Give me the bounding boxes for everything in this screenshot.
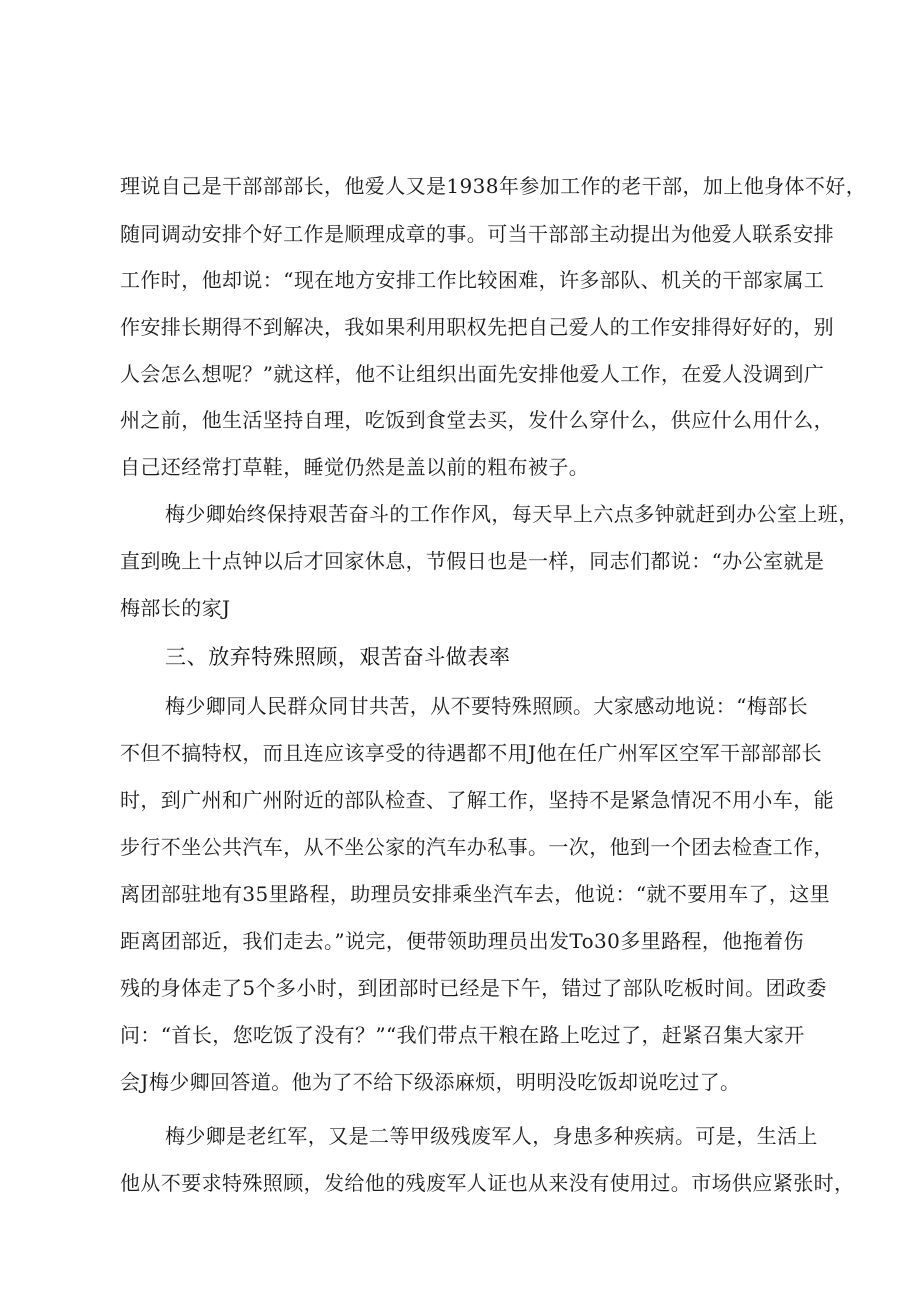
paragraph-2-line-2: 直到晚上十点钟以后才回家休息，节假日也是一样，同志们都说：“办公室就是	[120, 549, 825, 573]
paragraph-1-line-2: 随同调动安排个好工作是顺理成章的事。可当干部部主动提出为他爱人联系安排	[120, 222, 834, 246]
paragraph-2-line-1: 梅少卿始终保持艰苦奋斗的工作作风，每天早上六点多钟就赶到办公室上班，	[165, 502, 859, 526]
paragraph-2-line-3: 梅部长的家J	[120, 596, 231, 620]
paragraph-3-line-3: 时，到广州和广州附近的部队检查、了解工作，坚持不是紧急情况不用小车，能	[120, 788, 834, 812]
paragraph-3-line-6: 距离团部近，我们走去。”说完，便带领助理员出发To30多里路程，他拖着伤	[120, 929, 804, 953]
paragraph-1-line-5: 人会怎么想呢？”就这样，他不让组织出面先安排他爱人工作，在爱人没调到广	[120, 362, 825, 386]
paragraph-3-line-7: 残的身体走了5个多小时，到团部时已经是下午，错过了部队吃板时间。团政委	[120, 976, 827, 1000]
section-heading: 三、放弃特殊照顾，艰苦奋斗做表率	[165, 645, 511, 669]
paragraph-4-line-1: 梅少卿是老红军，又是二等甲级残废军人，身患多种疾病。可是，生活上	[165, 1124, 818, 1148]
paragraph-4-line-2: 他从不要求特殊照顾，发给他的残废军人证也从来没有使用过。市场供应紧张时，	[120, 1171, 855, 1195]
paragraph-3-line-5: 离团部驻地有35里路程，助理员安排乘坐汽车去，他说：“就不要用车了，这里	[120, 882, 831, 906]
paragraph-1-line-4: 作安排长期得不到解决，我如果利用职权先把自己爱人的工作安排得好好的，别	[120, 315, 834, 339]
paragraph-3-line-9: 会J梅少卿回答道。他为了不给下级添麻烦，明明没吃饭却说吃过了。	[120, 1070, 741, 1094]
paragraph-1-line-6: 州之前，他生活坚持自理，吃饭到食堂去买，发什么穿什么，供应什么用什么，	[120, 408, 834, 432]
paragraph-3-line-2: 不但不搞特权，而且连应该享受的待遇都不用J他在任广州军区空军干部部部长	[120, 741, 823, 765]
paragraph-1-line-7: 自己还经常打草鞋，睡觉仍然是盖以前的粗布被子。	[120, 455, 590, 479]
paragraph-3-line-4: 步行不坐公共汽车，从不坐公家的汽车办私事。一次，他到一个团去检查工作，	[120, 835, 834, 859]
paragraph-3-line-8: 问：“首长，您吃饭了没有？”“我们带点干粮在路上吃过了，赶紧召集大家开	[120, 1023, 805, 1047]
paragraph-1-line-3: 工作时，他却说：“现在地方安排工作比较困难，许多部队、机关的干部家属工	[120, 268, 825, 292]
paragraph-3-line-1: 梅少卿同人民群众同甘共苦，从不要特殊照顾。大家感动地说：“梅部长	[165, 694, 809, 718]
paragraph-1-line-1: 理说自己是干部部部长，他爱人又是1938年参加工作的老干部，加上他身体不好，	[120, 174, 867, 198]
